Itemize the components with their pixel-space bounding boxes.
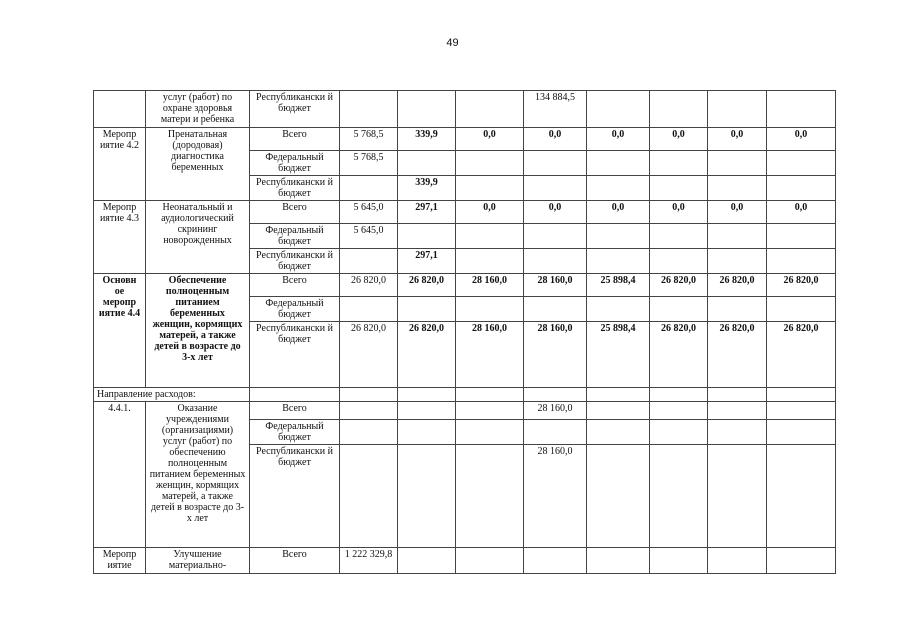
table-row: [94, 388, 836, 402]
source-cell: Федеральный бюджет: [250, 224, 340, 249]
source-cell: Республикански й бюджет: [250, 176, 340, 201]
measure-code-cell: Основн ое меропр иятие 4.4: [94, 274, 146, 388]
value-cell: [767, 388, 836, 402]
value-cell: [587, 445, 650, 548]
value-cell: 339,9: [398, 128, 456, 151]
value-cell: 26 820,0: [650, 274, 708, 297]
table-row: [94, 128, 836, 151]
measure-name-cell: Оказание учреждениями (организациями) услуг (работ) по обеспечению полноценным питанием беременных женщин, кормящих матерей, а также детей в возрасте до 3-х лет: [146, 402, 250, 548]
value-cell: [587, 224, 650, 249]
value-cell: 5 645,0: [340, 201, 398, 224]
value-cell: [708, 445, 767, 548]
value-cell: [708, 388, 767, 402]
measure-name-cell: Неонатальный и аудиологический скрининг новорожденных: [146, 201, 250, 274]
value-cell: [398, 548, 456, 574]
value-cell: [456, 402, 524, 420]
table-row: [94, 91, 836, 128]
value-cell: 26 820,0: [708, 274, 767, 297]
value-cell: [340, 91, 398, 128]
value-cell: [587, 297, 650, 322]
value-cell: [456, 151, 524, 176]
source-cell: Республикански й бюджет: [250, 249, 340, 274]
value-cell: [767, 445, 836, 548]
value-cell: 0,0: [587, 201, 650, 224]
value-cell: [587, 402, 650, 420]
value-cell: 26 820,0: [340, 274, 398, 297]
measure-name-cell: Улучшение материально-: [146, 548, 250, 574]
measure-code-cell: Меропр иятие 4.2: [94, 128, 146, 201]
source-cell: Всего: [250, 548, 340, 574]
value-cell: [650, 249, 708, 274]
measure-name-cell: Обеспечение полноценным питанием беременных женщин, кормящих матерей, а также детей в возрасте до 3-х лет: [146, 274, 250, 388]
value-cell: [524, 224, 587, 249]
value-cell: [650, 176, 708, 201]
page-number: 49: [446, 37, 459, 49]
value-cell: [524, 297, 587, 322]
value-cell: 0,0: [767, 201, 836, 224]
value-cell: [708, 297, 767, 322]
value-cell: [767, 176, 836, 201]
value-cell: [650, 91, 708, 128]
value-cell: [340, 402, 398, 420]
value-cell: 0,0: [767, 128, 836, 151]
value-cell: 25 898,4: [587, 274, 650, 297]
value-cell: [340, 176, 398, 201]
measure-name-cell: Пренатальная (дородовая) диагностика беременных: [146, 128, 250, 201]
value-cell: 5 768,5: [340, 128, 398, 151]
value-cell: [650, 388, 708, 402]
source-cell: Федеральный бюджет: [250, 297, 340, 322]
value-cell: [398, 420, 456, 445]
value-cell: 297,1: [398, 249, 456, 274]
value-cell: 28 160,0: [524, 445, 587, 548]
value-cell: [650, 224, 708, 249]
value-cell: [650, 402, 708, 420]
value-cell: 28 160,0: [524, 322, 587, 388]
table-row: [94, 402, 836, 420]
value-cell: [767, 548, 836, 574]
value-cell: [340, 388, 398, 402]
value-cell: 26 820,0: [650, 322, 708, 388]
table-row: [94, 274, 836, 297]
table-row: [94, 201, 836, 224]
value-cell: [456, 176, 524, 201]
value-cell: [708, 224, 767, 249]
value-cell: 26 820,0: [767, 322, 836, 388]
value-cell: [650, 548, 708, 574]
value-cell: [587, 420, 650, 445]
value-cell: [650, 151, 708, 176]
value-cell: [456, 420, 524, 445]
value-cell: [398, 224, 456, 249]
value-cell: 0,0: [650, 201, 708, 224]
value-cell: [650, 420, 708, 445]
value-cell: 28 160,0: [524, 274, 587, 297]
value-cell: 26 820,0: [767, 274, 836, 297]
value-cell: [650, 445, 708, 548]
measure-code-cell: 4.4.1.: [94, 402, 146, 548]
value-cell: 1 222 329,8: [340, 548, 398, 574]
value-cell: 28 160,0: [456, 274, 524, 297]
value-cell: [340, 249, 398, 274]
value-cell: [708, 249, 767, 274]
value-cell: 26 820,0: [340, 322, 398, 388]
source-cell: Всего: [250, 128, 340, 151]
value-cell: 28 160,0: [524, 402, 587, 420]
source-cell: Республикански й бюджет: [250, 91, 340, 128]
value-cell: [524, 548, 587, 574]
value-cell: 26 820,0: [398, 274, 456, 297]
value-cell: [340, 445, 398, 548]
source-cell: [250, 388, 340, 402]
source-cell: Республикански й бюджет: [250, 445, 340, 548]
value-cell: [398, 91, 456, 128]
value-cell: [398, 388, 456, 402]
value-cell: [456, 91, 524, 128]
value-cell: [767, 249, 836, 274]
value-cell: [398, 297, 456, 322]
value-cell: [587, 548, 650, 574]
value-cell: [340, 420, 398, 445]
value-cell: 0,0: [456, 201, 524, 224]
value-cell: 0,0: [708, 128, 767, 151]
value-cell: [708, 151, 767, 176]
value-cell: [587, 388, 650, 402]
value-cell: [708, 176, 767, 201]
value-cell: [524, 176, 587, 201]
value-cell: 28 160,0: [456, 322, 524, 388]
budget-table: [93, 90, 836, 574]
value-cell: 5 768,5: [340, 151, 398, 176]
value-cell: 339,9: [398, 176, 456, 201]
value-cell: [587, 151, 650, 176]
value-cell: 0,0: [524, 201, 587, 224]
value-cell: [767, 402, 836, 420]
direction-label: Направление расходов:: [94, 388, 250, 402]
source-cell: Федеральный бюджет: [250, 151, 340, 176]
value-cell: [650, 297, 708, 322]
value-cell: 0,0: [587, 128, 650, 151]
measure-name-cell: услуг (работ) по охране здоровья матери и ребенка: [146, 91, 250, 128]
value-cell: [340, 297, 398, 322]
source-cell: Всего: [250, 274, 340, 297]
value-cell: [456, 445, 524, 548]
value-cell: 0,0: [456, 128, 524, 151]
value-cell: [767, 91, 836, 128]
value-cell: [524, 151, 587, 176]
value-cell: [587, 176, 650, 201]
value-cell: [587, 249, 650, 274]
value-cell: [456, 224, 524, 249]
value-cell: [708, 420, 767, 445]
value-cell: [398, 402, 456, 420]
source-cell: Всего: [250, 201, 340, 224]
source-cell: Всего: [250, 402, 340, 420]
value-cell: 26 820,0: [398, 322, 456, 388]
value-cell: 25 898,4: [587, 322, 650, 388]
value-cell: [767, 151, 836, 176]
value-cell: [708, 91, 767, 128]
table-row: [94, 548, 836, 574]
source-cell: Федеральный бюджет: [250, 420, 340, 445]
source-cell: Республикански й бюджет: [250, 322, 340, 388]
value-cell: 134 884,5: [524, 91, 587, 128]
value-cell: 0,0: [708, 201, 767, 224]
value-cell: [524, 388, 587, 402]
value-cell: [767, 224, 836, 249]
value-cell: [456, 388, 524, 402]
value-cell: 26 820,0: [708, 322, 767, 388]
value-cell: [456, 297, 524, 322]
value-cell: [524, 249, 587, 274]
value-cell: [708, 548, 767, 574]
value-cell: [398, 445, 456, 548]
value-cell: [587, 91, 650, 128]
measure-code-cell: [94, 91, 146, 128]
value-cell: [456, 249, 524, 274]
value-cell: [767, 420, 836, 445]
value-cell: [767, 297, 836, 322]
value-cell: [398, 151, 456, 176]
value-cell: [456, 548, 524, 574]
measure-code-cell: Меропр иятие: [94, 548, 146, 574]
value-cell: 0,0: [650, 128, 708, 151]
measure-code-cell: Меропр иятие 4.3: [94, 201, 146, 274]
value-cell: 297,1: [398, 201, 456, 224]
value-cell: [708, 402, 767, 420]
value-cell: 0,0: [524, 128, 587, 151]
value-cell: 5 645,0: [340, 224, 398, 249]
value-cell: [524, 420, 587, 445]
